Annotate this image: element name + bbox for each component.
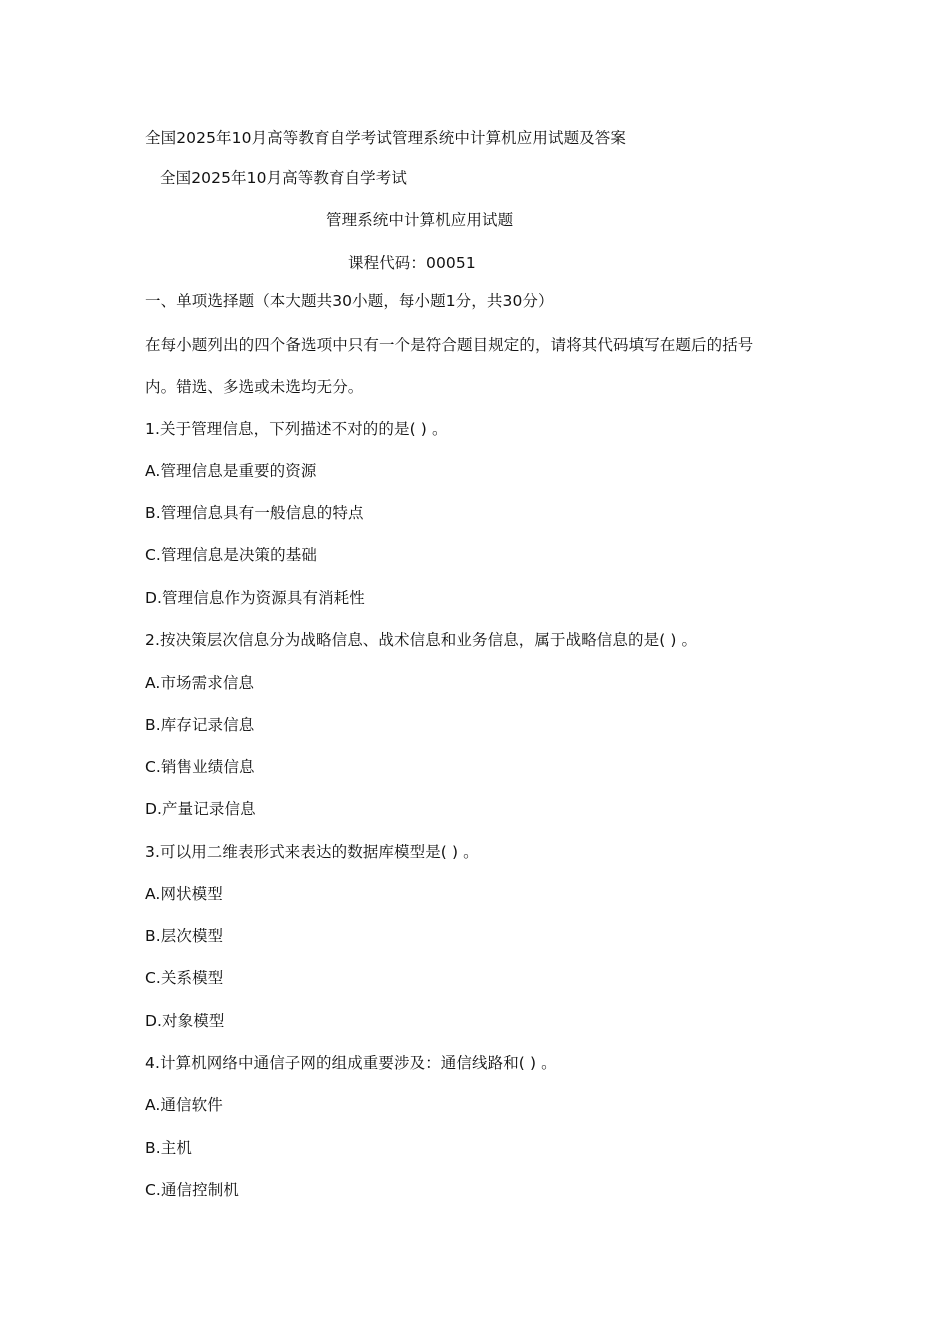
subject-title: 管理系统中计算机应用试题 (326, 211, 514, 229)
question-stem: 3.可以用二维表形式来表达的数据库模型是( ) 。 (145, 843, 479, 861)
question-option: A.市场需求信息 (145, 674, 255, 692)
question-option: D.对象模型 (145, 1012, 225, 1030)
question-option: A.网状模型 (145, 885, 223, 903)
course-code: 课程代码：00051 (348, 254, 476, 272)
question-stem: 2.按决策层次信息分为战略信息、战术信息和业务信息，属于战略信息的是( ) 。 (145, 631, 698, 649)
question-stem: 4.计算机网络中通信子网的组成重要涉及：通信线路和( ) 。 (145, 1054, 557, 1072)
section-heading: 一、单项选择题（本大题共30小题，每小题1分，共30分） (145, 292, 554, 310)
question-option: C.关系模型 (145, 969, 224, 987)
instructions-line-1: 在每小题列出的四个备选项中只有一个是符合题目规定的，请将其代码填写在题后的括号 (145, 336, 754, 354)
question-option: C.通信控制机 (145, 1181, 239, 1199)
question-option: B.库存记录信息 (145, 716, 255, 734)
question-option: A.管理信息是重要的资源 (145, 462, 317, 480)
instructions-line-2: 内。错选、多选或未选均无分。 (145, 378, 364, 396)
question-option: B.主机 (145, 1139, 192, 1157)
question-stem: 1.关于管理信息，下列描述不对的的是( ) 。 (145, 420, 448, 438)
document-header-title: 全国2025年10月高等教育自学考试管理系统中计算机应用试题及答案 (145, 129, 626, 147)
question-option: C.管理信息是决策的基础 (145, 546, 317, 564)
question-option: A.通信软件 (145, 1096, 223, 1114)
exam-name: 全国2025年10月高等教育自学考试 (160, 169, 407, 187)
question-option: D.产量记录信息 (145, 800, 256, 818)
question-option: B.层次模型 (145, 927, 224, 945)
question-option: C.销售业绩信息 (145, 758, 255, 776)
question-option: B.管理信息具有一般信息的特点 (145, 504, 364, 522)
question-option: D.管理信息作为资源具有消耗性 (145, 589, 365, 607)
